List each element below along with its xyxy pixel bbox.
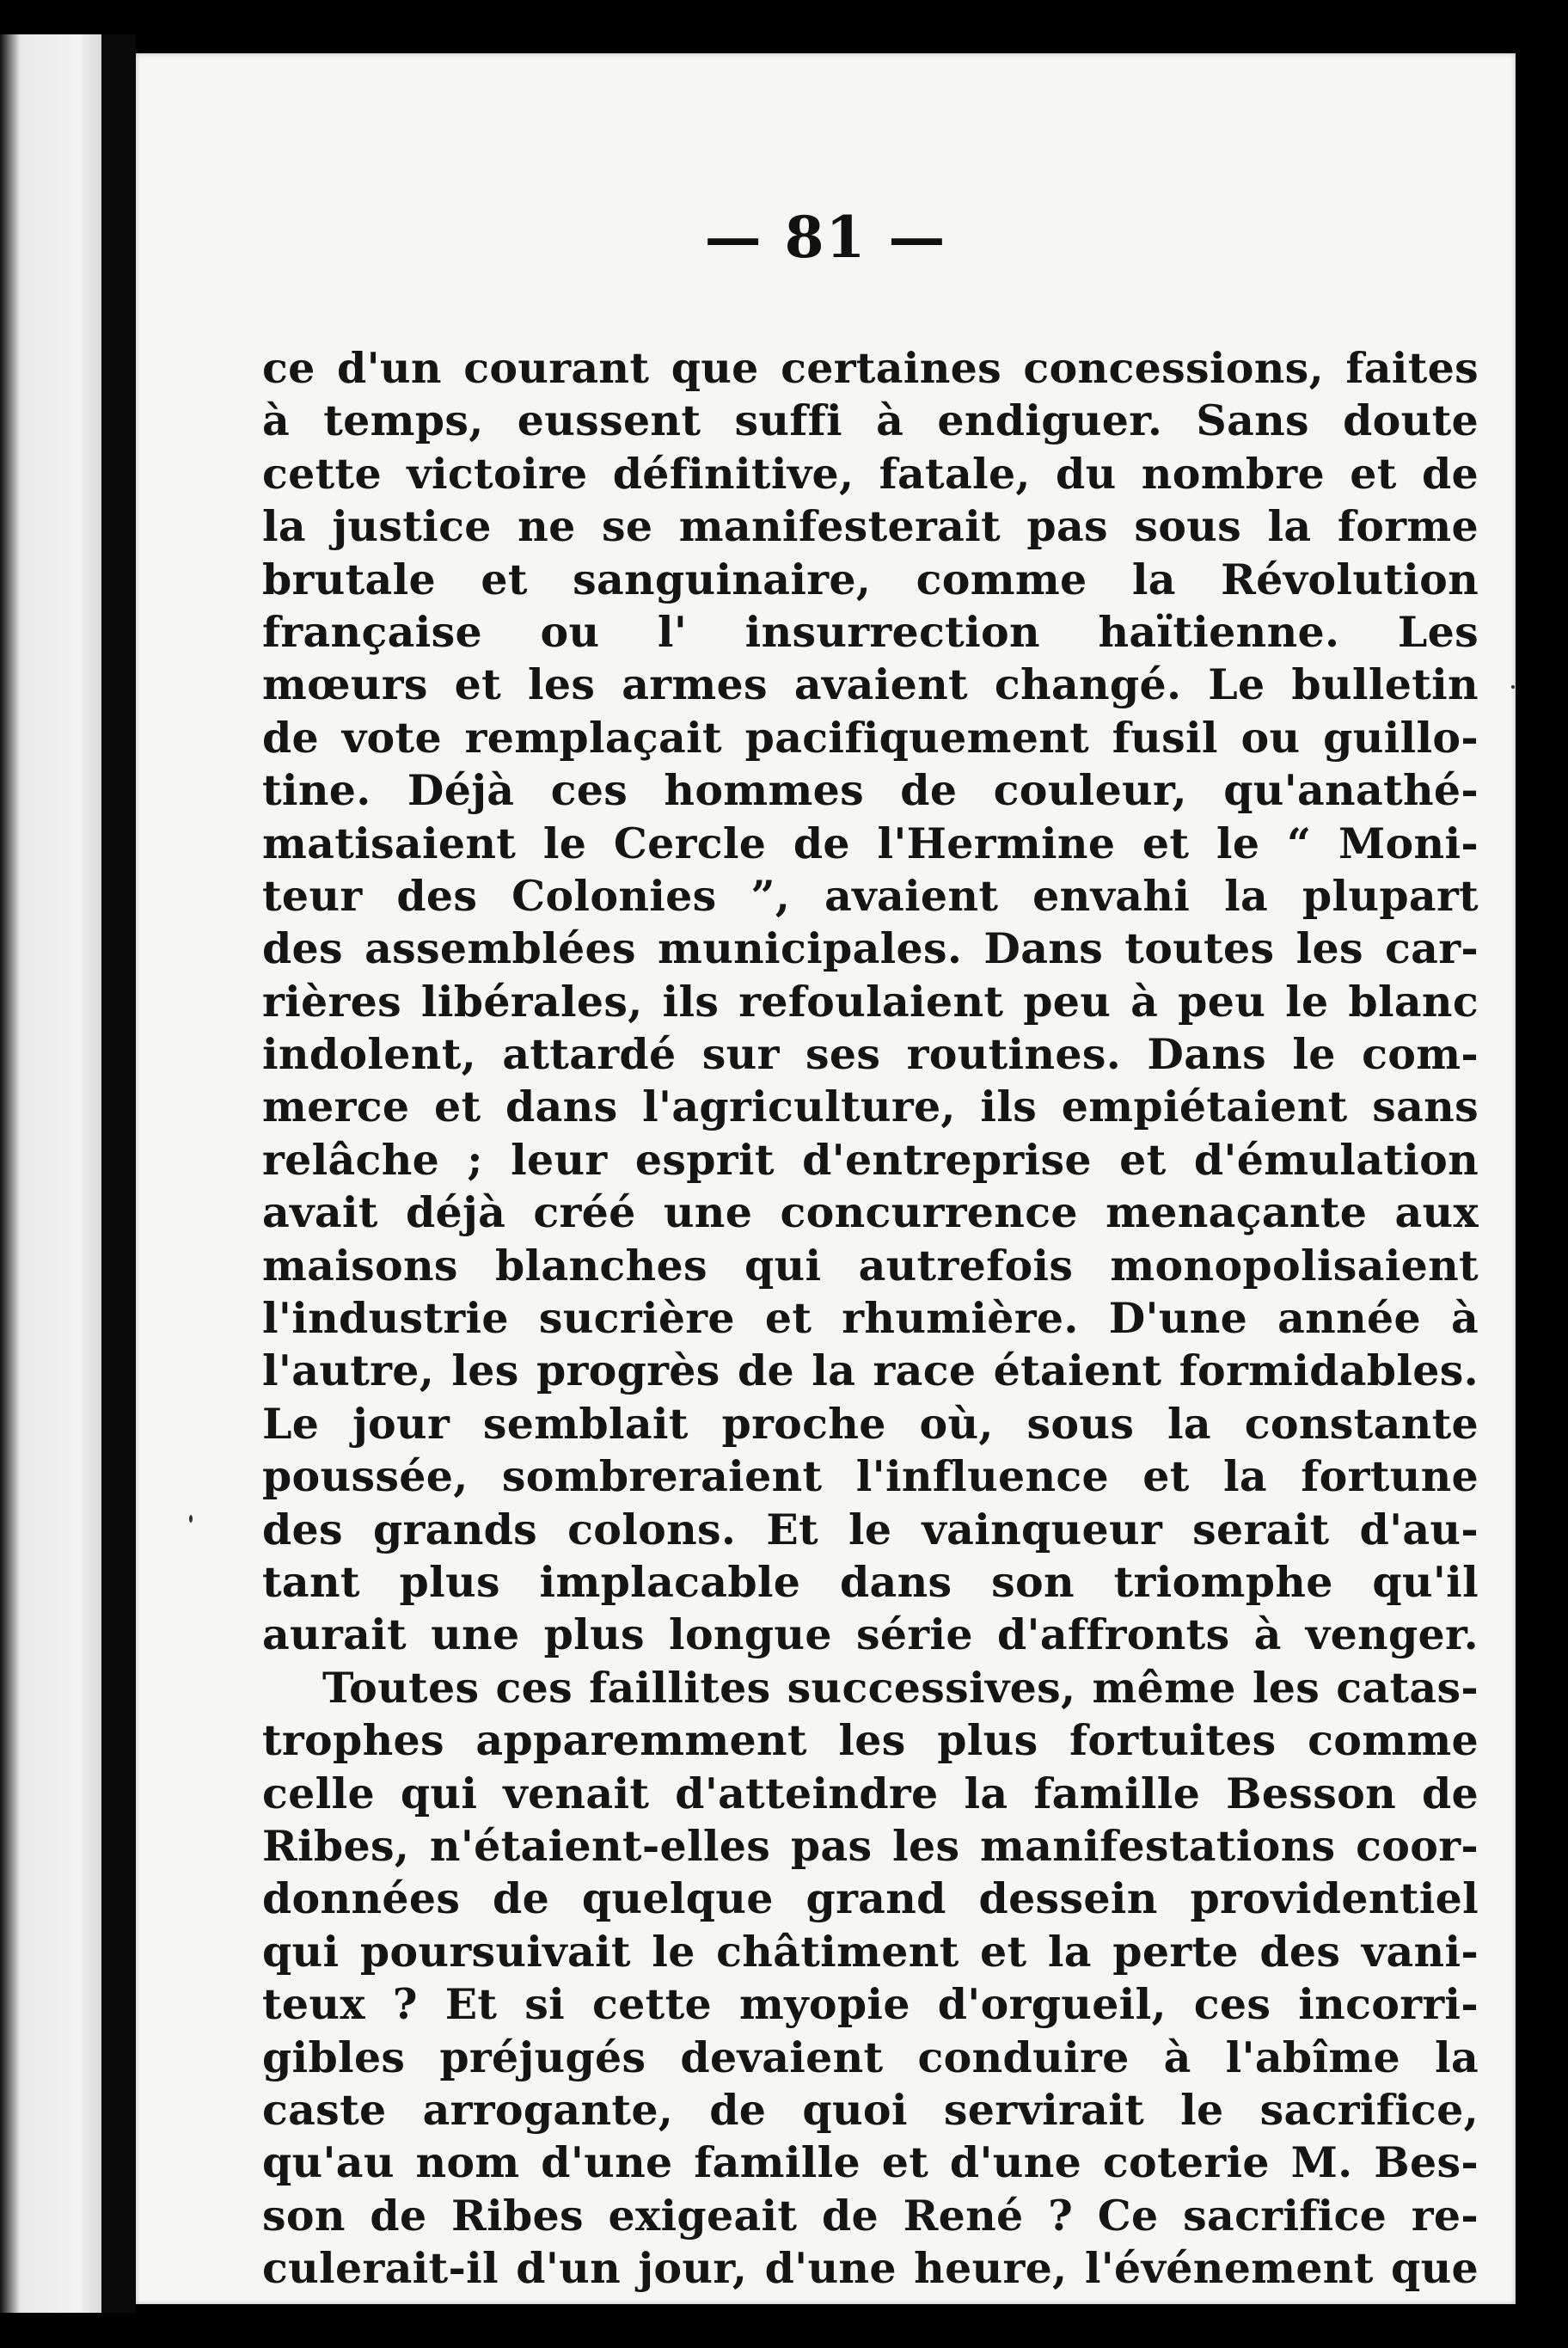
text-line: de vote remplaçait pacifiquement fusil ou guillo-: [262, 712, 1479, 763]
text-line: culerait-il d'un jour, d'une heure, l'événement que: [262, 2243, 1479, 2294]
text-line: gibles préjugés devaient conduire à l'abîme la: [262, 2032, 1479, 2082]
text-line: l'autre, les progrès de la race étaient formidables.: [262, 1346, 1479, 1396]
text-line: avait déjà créé une concurrence menaçante aux: [262, 1187, 1479, 1238]
text-line: Le jour semblait proche où, sous la constante: [262, 1398, 1479, 1449]
text-line: Toutes ces faillites successives, même les catas-: [322, 1662, 1479, 1713]
text-line: à temps, eussent suffi à endiguer. Sans doute: [262, 395, 1479, 446]
text-line: aurait une plus longue série d'affronts à venger.: [262, 1609, 1479, 1660]
scan-speck: [1511, 685, 1515, 689]
text-line: son de Ribes exigeait de René ? Ce sacrifice re-: [262, 2190, 1479, 2241]
text-line: merce et dans l'agriculture, ils empiétaient sans: [262, 1082, 1479, 1132]
text-line: celle qui venait d'atteindre la famille Besson de: [262, 1768, 1479, 1818]
facing-page-edge: [0, 34, 112, 2313]
page-body-text: [262, 342, 1479, 2295]
text-line: Ribes, n'étaient-elles pas les manifestations coor-: [262, 1820, 1479, 1871]
text-line: qu'au nom d'une famille et d'une coterie M. Bes-: [262, 2137, 1479, 2188]
text-line: des assemblées municipales. Dans toutes les car-: [262, 923, 1479, 974]
text-line: rières libérales, ils refoulaient peu à peu le blanc: [262, 976, 1479, 1027]
text-line: trophes apparemment les plus fortuites comme: [262, 1715, 1479, 1766]
text-line: tant plus implacable dans son triomphe qu'il: [262, 1556, 1479, 1607]
scan-speck: [189, 1515, 193, 1523]
text-line: mœurs et les armes avaient changé. Le bulletin: [262, 659, 1479, 710]
text-line: ce d'un courant que certaines concessions, faites: [262, 343, 1479, 393]
text-line: française ou l' insurrection haïtienne. Les: [262, 606, 1479, 657]
book-page: [136, 53, 1516, 2304]
text-line: teux ? Et si cette myopie d'orgueil, ces incorri-: [262, 1979, 1479, 2030]
text-line: relâche ; leur esprit d'entreprise et d'émulation: [262, 1134, 1479, 1185]
text-line: des grands colons. Et le vainqueur serait d'au-: [262, 1504, 1479, 1554]
text-line: matisaient le Cercle de l'Hermine et le “ Moni-: [262, 818, 1479, 868]
text-line: tine. Déjà ces hommes de couleur, qu'anathé-: [262, 765, 1479, 816]
text-line: la justice ne se manifesterait pas sous la forme: [262, 501, 1479, 552]
book-gutter: [101, 34, 136, 2313]
text-line: indolent, attardé sur ses routines. Dans le com-: [262, 1029, 1479, 1080]
text-line: caste arrogante, de quoi servirait le sacrifice,: [262, 2084, 1479, 2135]
text-line: brutale et sanguinaire, comme la Révolution: [262, 554, 1479, 604]
text-line: qui poursuivait le châtiment et la perte des vani-: [262, 1926, 1479, 1977]
text-line: données de quelque grand dessein providentiel: [262, 1873, 1479, 1924]
text-line: maisons blanches qui autrefois monopolisaient: [262, 1240, 1479, 1290]
text-line: poussée, sombreraient l'influence et la fortune: [262, 1451, 1479, 1502]
text-line: l'industrie sucrière et rhumière. D'une année à: [262, 1293, 1479, 1344]
text-line: cette victoire définitive, fatale, du nombre et de: [262, 448, 1479, 499]
text-line: teur des Colonies ”, avaient envahi la plupart: [262, 870, 1479, 921]
page-number: — 81 —: [704, 204, 947, 271]
